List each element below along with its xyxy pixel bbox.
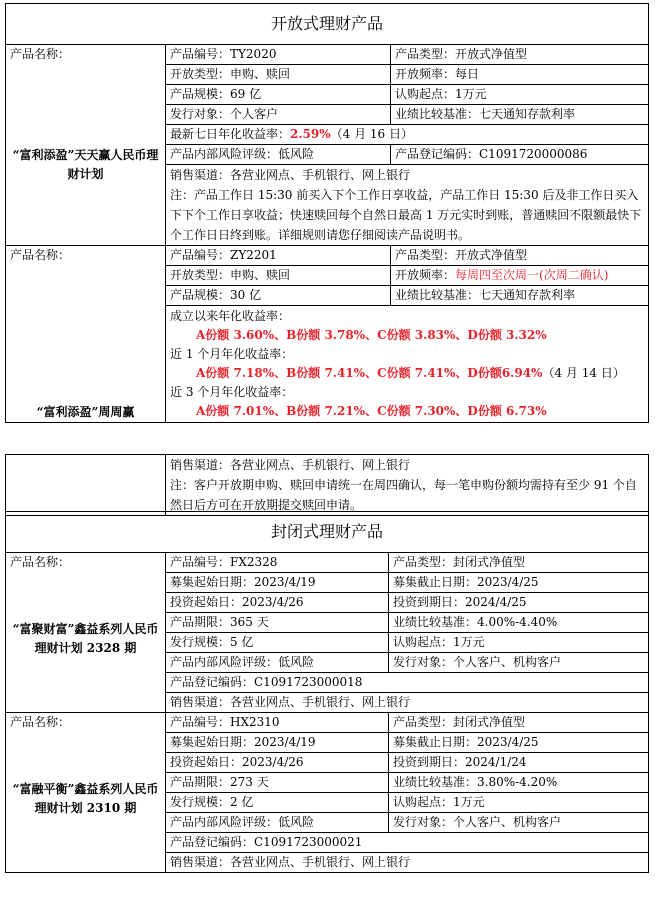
yield-value: 2.59% [290, 127, 331, 141]
product-code: 产品编号：HX2310 [166, 713, 389, 733]
product-term: 产品期限：273 天 [166, 773, 389, 793]
benchmark: 业绩比较基准：3.80%-4.20% [389, 773, 649, 793]
closed-products-table [5, 511, 648, 873]
sales-channel: 销售渠道：各营业网点、手机银行、网上银行 [170, 458, 411, 472]
raise-start-date: 募集起始日期：2023/4/19 [166, 573, 389, 593]
invest-start-date: 投资起始日：2023/4/26 [166, 753, 389, 773]
issue-scale: 发行规模：2 亿 [166, 793, 389, 813]
product-type: 产品类型：开放式净值型 [391, 246, 649, 266]
registration-code: 产品登记编码：C1091723000018 [166, 673, 649, 693]
product-name-label: 产品名称： [10, 248, 71, 262]
yield-label: 最新七日年化收益率： [170, 127, 291, 141]
three-month-values: A份额 7.01%、B份额 7.21%、C份额 7.30%、D份额 6.73% [166, 402, 649, 422]
product-name-label: 产品名称： [10, 715, 71, 729]
product-label-cell [6, 45, 166, 246]
empty-label-cell [6, 455, 166, 516]
invest-end-date: 投资到期日：2024/4/25 [389, 593, 649, 613]
since-inception-label: 成立以来年化收益率： [166, 306, 649, 326]
open-frequency [391, 266, 649, 286]
registration-code: 产品登记编码：C1091723000021 [166, 833, 649, 853]
channel-note-cell [166, 165, 649, 246]
section-title-open: 开放式理财产品 [6, 4, 649, 45]
since-inception-values: A份额 3.60%、B份额 3.78%、C份额 3.83%、D份额 3.32% [166, 326, 649, 345]
one-month-row [166, 364, 649, 383]
product-scale: 产品规模：69 亿 [166, 85, 391, 105]
product-code: 产品编号：FX2328 [166, 553, 389, 573]
section-title-closed: 封闭式理财产品 [6, 512, 649, 553]
min-subscription: 认购起点：1万元 [389, 793, 649, 813]
min-subscription: 认购起点：1万元 [389, 633, 649, 653]
product-code: 产品编号：ZY2201 [166, 246, 391, 266]
product-name-label: 产品名称： [10, 555, 71, 569]
issue-target: 发行对象：个人客户 [166, 105, 391, 125]
product-name: “富利添盈”周周赢 [36, 405, 135, 419]
product-type: 产品类型：封闭式净值型 [389, 553, 649, 573]
one-month-values: A份额 7.18%、B份额 7.41%、C份额 7.41%、D份额6.94% [196, 366, 543, 381]
benchmark: 业绩比较基准：七天通知存款利率 [391, 105, 649, 125]
product-label-cell [6, 713, 166, 873]
frequency-value: 每周四至次周一(次周二确认) [455, 268, 609, 283]
open-type: 开放类型：申购、赎回 [166, 65, 391, 85]
raise-end-date: 募集截止日期：2023/4/25 [389, 573, 649, 593]
risk-rating: 产品内部风险评级：低风险 [166, 813, 389, 833]
min-subscription: 认购起点：1万元 [391, 85, 649, 105]
issue-target: 发行对象：个人客户、机构客户 [389, 813, 649, 833]
product-type: 产品类型：封闭式净值型 [389, 713, 649, 733]
sales-channel: 销售渠道：各营业网点、手机银行、网上银行 [166, 693, 649, 713]
risk-rating: 产品内部风险评级：低风险 [166, 145, 391, 165]
raise-start-date: 募集起始日期：2023/4/19 [166, 733, 389, 753]
product-code: 产品编号：TY2020 [166, 45, 391, 65]
three-month-label: 近 3 个月年化收益率： [166, 383, 649, 402]
issue-target: 发行对象：个人客户、机构客户 [389, 653, 649, 673]
product-note: 注：产品工作日 15:30 前买入下个工作日享收益，产品工作日 15:30 后及非工作日买入下下个工作日享收益；快速赎回每个自然日最高 1 万元实时到账，普通赎回不限额最快下个工作日日终到账。详细规则请您仔细阅读产品说明书。 [170, 188, 642, 242]
risk-rating: 产品内部风险评级：低风险 [166, 653, 389, 673]
sales-channel: 销售渠道：各营业网点、手机银行、网上银行 [166, 853, 649, 873]
issue-scale: 发行规模：5 亿 [166, 633, 389, 653]
product-note: 注：客户开放期申购、赎回申请统一在周四确认，每一笔申购份额均需持有至少 91 个自然日后方可在开放期提交赎回申请。 [170, 478, 637, 512]
open-products-continued [5, 454, 648, 516]
open-type: 开放类型：申购、赎回 [166, 266, 391, 286]
registration-code: 产品登记编码：C1091720000086 [391, 145, 649, 165]
invest-start-date: 投资起始日：2023/4/26 [166, 593, 389, 613]
product-scale: 产品规模：30 亿 [166, 286, 391, 306]
open-frequency: 开放频率：每日 [391, 65, 649, 85]
product-type: 产品类型：开放式净值型 [391, 45, 649, 65]
one-month-date: （4 月 14 日） [542, 366, 625, 381]
raise-end-date: 募集截止日期：2023/4/25 [389, 733, 649, 753]
benchmark: 业绩比较基准：七天通知存款利率 [391, 286, 649, 306]
product-name-label: 产品名称： [10, 47, 71, 61]
product-label-cell [6, 246, 166, 423]
invest-end-date: 投资到期日：2024/1/24 [389, 753, 649, 773]
product-name: “富利添盈”天天赢人民币理财计划 [12, 148, 159, 181]
yield-date: （4 月 16 日） [330, 127, 414, 141]
benchmark: 业绩比较基准：4.00%-4.40% [389, 613, 649, 633]
product-label-cell [6, 553, 166, 713]
open-products-table [5, 3, 648, 423]
product-name: “富融平衡”鑫益系列人民币理财计划 2310 期 [12, 782, 159, 815]
sales-channel: 销售渠道：各营业网点、手机银行、网上银行 [170, 168, 411, 182]
one-month-label: 近 1 个月年化收益率： [166, 345, 649, 364]
seven-day-yield [166, 125, 649, 145]
channel-note-cell [166, 455, 649, 516]
product-name: “富聚财富”鑫益系列人民币理财计划 2328 期 [12, 622, 159, 655]
product-term: 产品期限：365 天 [166, 613, 389, 633]
frequency-label: 开放频率： [395, 268, 456, 283]
